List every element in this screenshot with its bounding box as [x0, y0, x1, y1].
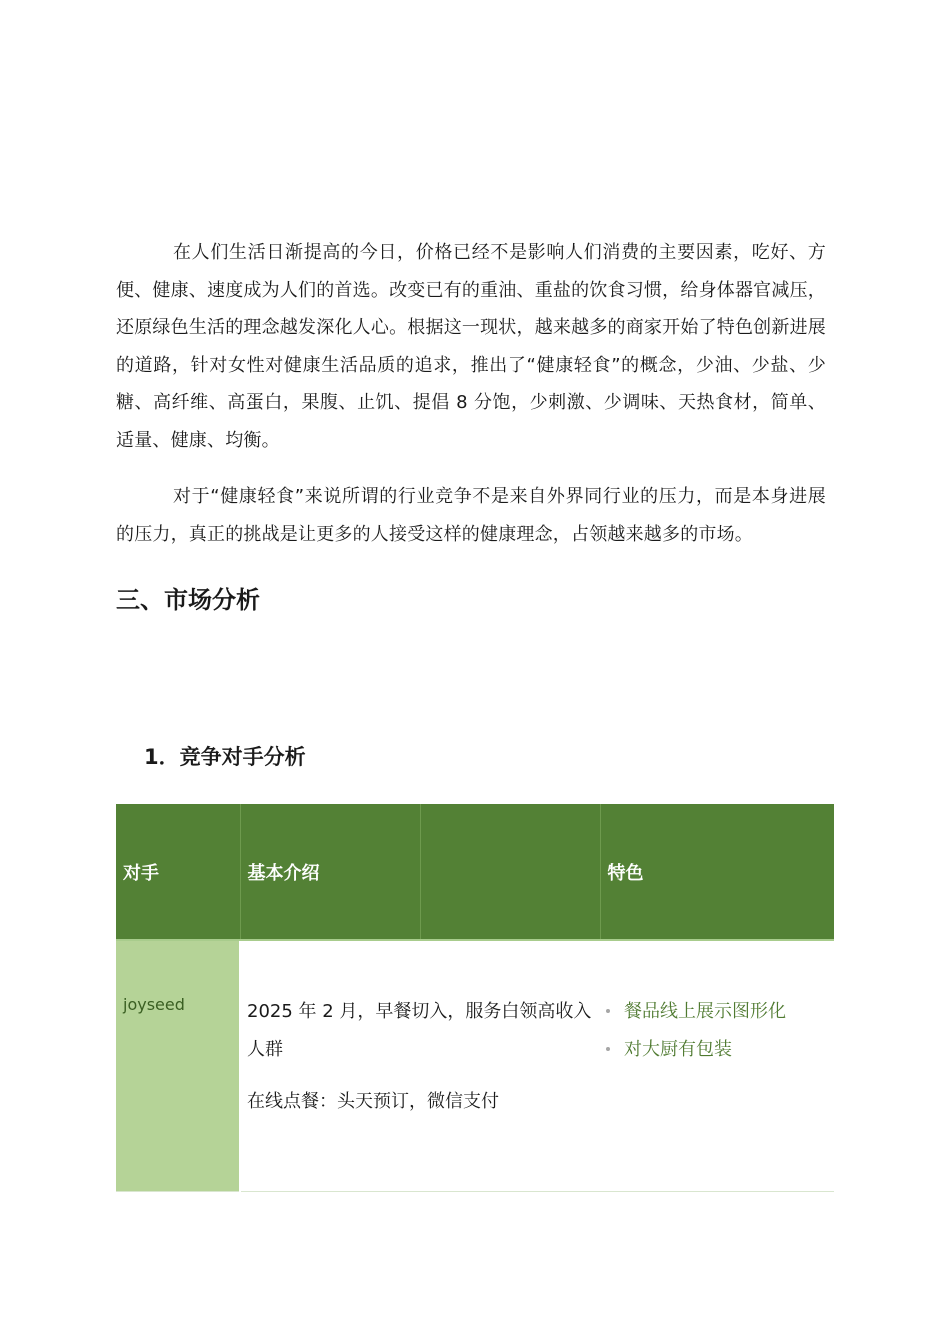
competitor-name: joyseed	[123, 995, 185, 1014]
intro-paragraph-1: 在人们生活日渐提高的今日，价格已经不是影响人们消费的主要因素，吃好、方便、健康、速度成为人们的首选。改变已有的重油、重盐的饮食习惯，给身体器官减压，还原绿色生活的理念越发深化人心。根据这一现状，越来越多的商家开始了特色创新进展的道路，针对女性对健康生活品质的追求，推出了“健康轻食”的概念，少油、少盐、少糖、高纤维、高蛋白，果腹、止饥、提倡 8 分饱，少刺激、少调味、天热食材，简单、适量、健康、均衡。	[116, 242, 826, 451]
bullet-icon	[606, 1047, 610, 1051]
header-competitor: 对手	[116, 804, 240, 940]
bullet-icon	[606, 1009, 610, 1013]
header-basic-intro: 基本介绍	[240, 804, 420, 940]
list-item	[606, 1031, 834, 1069]
intro-paragraph-2: 对于“健康轻食”来说所谓的行业竞争不是来自外界同行业的压力，而是本身进展的压力，真正的挑战是让更多的人接受这样的健康理念，占领越来越多的市场。	[116, 486, 826, 545]
header-empty	[420, 804, 600, 940]
competitor-intro-cell	[240, 940, 600, 1192]
competitor-table	[116, 804, 834, 1192]
subsection-heading-competitor-analysis: 1．竞争对手分析	[144, 745, 306, 769]
competitor-name-cell	[116, 940, 240, 1192]
section-heading-market-analysis: 三、市场分析	[116, 585, 260, 614]
list-item	[606, 993, 834, 1031]
header-features: 特色	[600, 804, 834, 940]
table-header-row	[116, 804, 834, 940]
intro-line-1: 2025 年 2 月，早餐切入，服务白领高收入人群	[247, 1001, 592, 1060]
table-row	[116, 940, 834, 1192]
competitor-features-cell	[600, 940, 834, 1192]
feature-text: 对大厨有包装	[624, 1039, 732, 1060]
intro-line-2: 在线点餐：头天预订，微信支付	[247, 1091, 499, 1112]
features-list	[600, 993, 834, 1069]
feature-text: 餐品线上展示图形化	[624, 1001, 786, 1022]
